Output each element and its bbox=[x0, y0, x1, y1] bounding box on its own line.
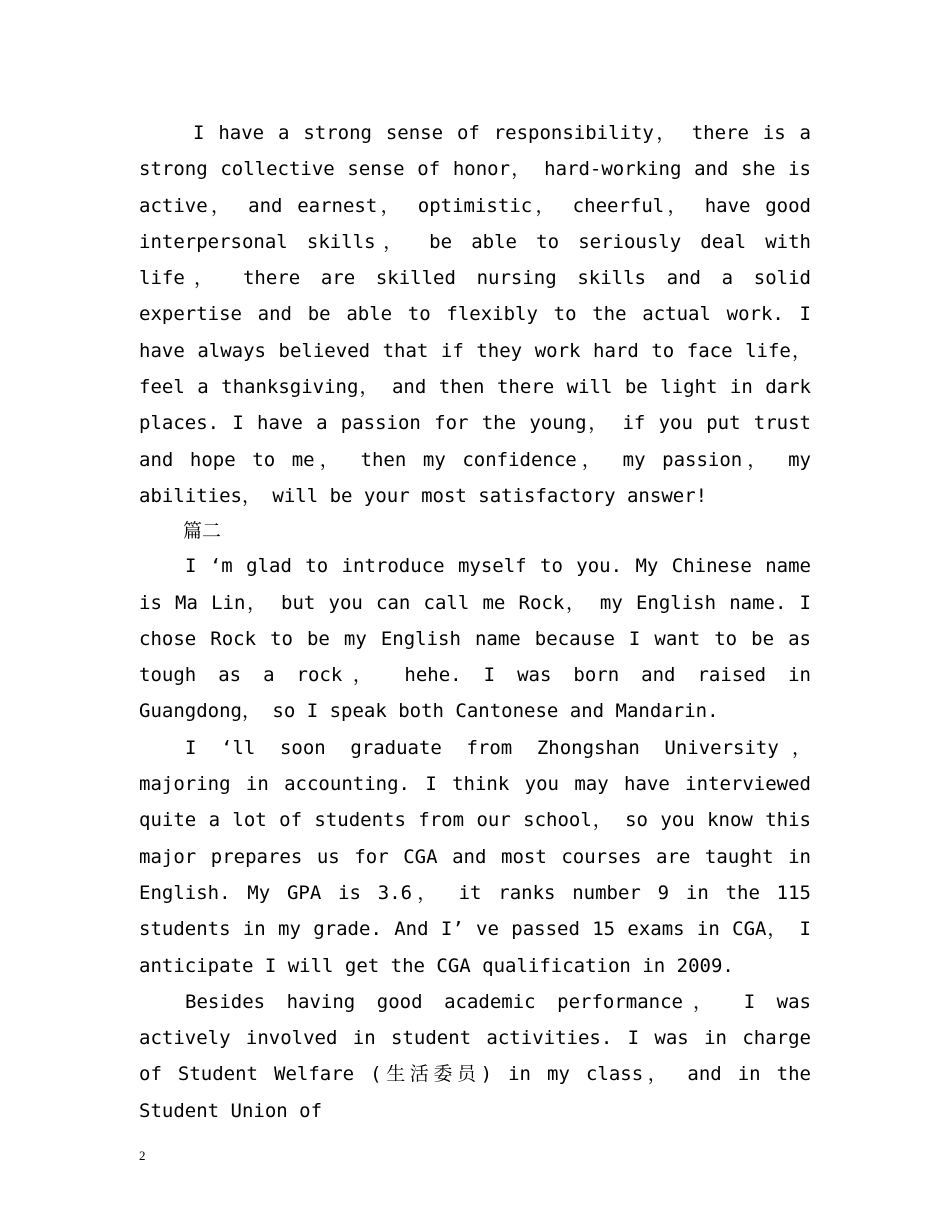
paragraph-education: I ‘ll soon graduate from Zhongshan University， majoring in accounting. I think you may have interviewed quite a lot of students from our school， so you know this major prepares us for CGA and most courses are taught in English. My GPA is 3.6， it ranks number 9 in the 115 students in my grade. And I’ ve passed 15 exams in CGA， I anticipate I will get the CGA qualification in 2009. bbox=[139, 736, 811, 977]
paragraph-activities: Besides having good academic performance， I was actively involved in student activities. I was in charge of Student Welfare (生活委员) in my class， and in the Student Union of bbox=[139, 990, 811, 1122]
document-body bbox=[139, 115, 811, 1129]
paragraph-introduction: I ‘m glad to introduce myself to you. My Chinese name is Ma Lin， but you can call me Rock， my English name. I chose Rock to be my English name because I want to be as tough as a rock， hehe. I was born and raised in Guangdong， so I speak both Cantonese and Mandarin. bbox=[139, 555, 811, 723]
section-heading: 篇二 bbox=[183, 520, 222, 543]
page-number: 2 bbox=[139, 1148, 146, 1163]
paragraph-responsibility: I have a strong sense of responsibility， there is a strong collective sense of honor， hard-working and she is active， and earnest， optimistic， cheerful， have good interpersonal skills， be able to seriously deal with life， there are skilled nursing skills and a solid expertise and be able to flexibly to the actual work. I have always believed that if they work hard to face life， feel a thanksgiving， and then there will be light in dark places. I have a passion for the young， if you put trust and hope to me， then my confidence， my passion， my abilities， will be your most satisfactory answer! bbox=[139, 122, 811, 507]
